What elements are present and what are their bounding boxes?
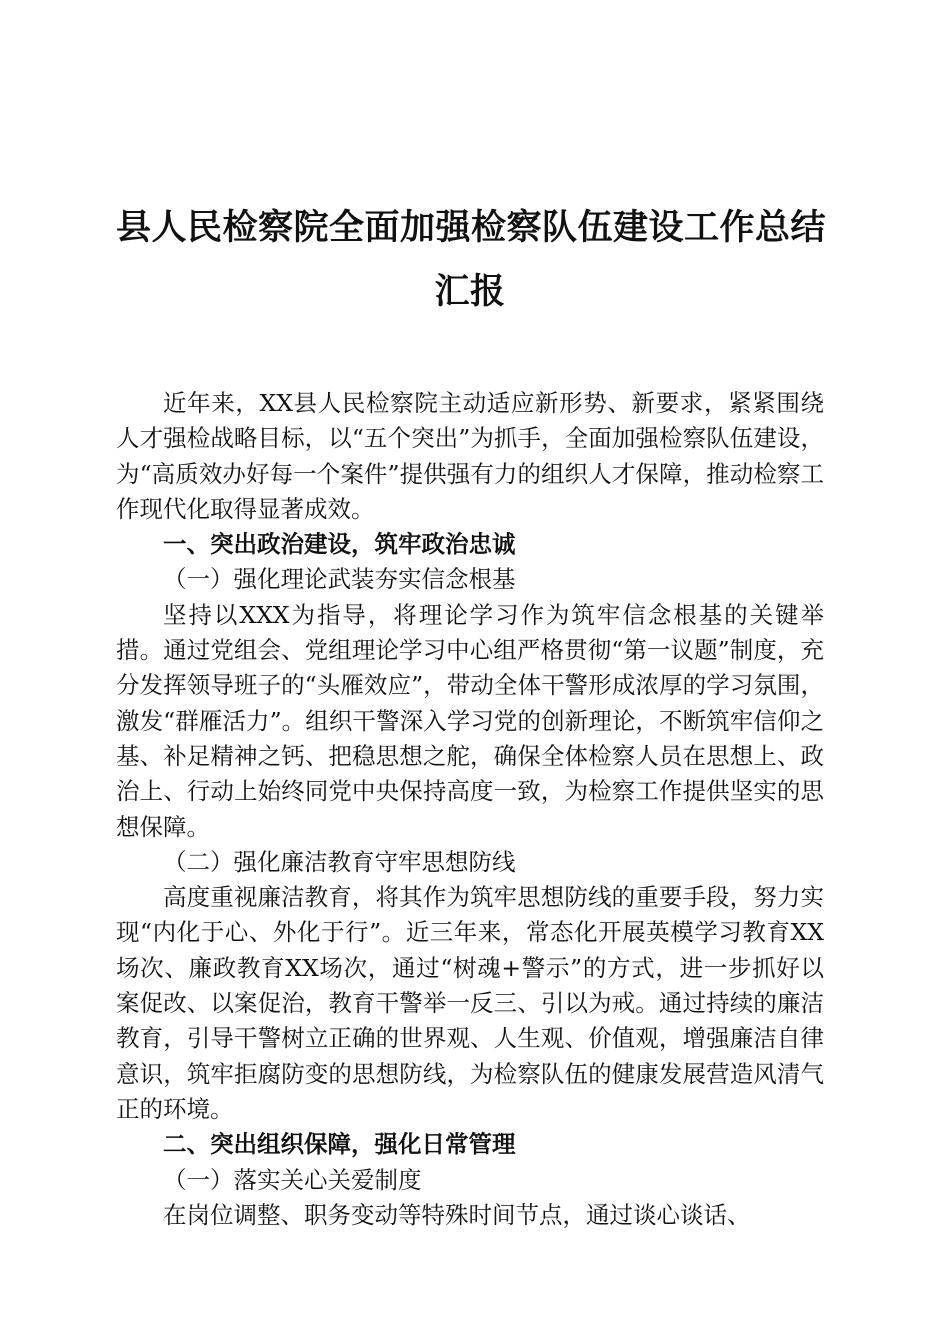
title-line-1: 县人民检察院全面加强检察队伍建设工作总结 (116, 208, 827, 248)
section-2-1-paragraph: 在岗位调整、职务变动等特殊时间节点，通过谈心谈话、 (163, 1200, 751, 1229)
section-1-2-paragraph: 高度重视廉洁教育，将其作为筑牢思想防线的重要手段，努力实现“内化于心、外化于行”。近三年来，常态化开展英模学习教育XX场次、廉政教育XX场次，通过“树魂+警示”的方式，进一步抓好以案促改、以案促治，教育干警举一反三、引以为戒。通过持续的廉洁教育，引导干警树立正确的世界观、人生观、价值观，增强廉洁自律意识，筑牢拒腐防变的思想防线，为检察队伍的健康发展营造风清气正的环境。 (116, 883, 824, 1123)
section-1-2-heading: （二）强化廉洁教育守牢思想防线 (163, 847, 516, 876)
section-1-heading: 一、突出政治建设，筑牢政治忠诚 (163, 530, 516, 559)
title-line-2: 汇报 (434, 272, 506, 312)
document-title (116, 196, 827, 324)
section-2-heading: 二、突出组织保障，强化日常管理 (163, 1130, 516, 1159)
intro-paragraph: 近年来，XX县人民检察院主动适应新形势、新要求，紧紧围绕人才强检战略目标，以“五个突出”为抓手，全面加强检察队伍建设，为“高质效办好每一个案件”提供强有力的组织人才保障，推动检察工作现代化取得显著成效。 (116, 389, 824, 523)
section-1-1-heading: （一）强化理论武装夯实信念根基 (163, 565, 516, 594)
section-2-1-heading: （一）落实关心关爱制度 (163, 1165, 422, 1194)
document-body (116, 386, 824, 1233)
section-1-1-paragraph: 坚持以XXX为指导，将理论学习作为筑牢信念根基的关键举措。通过党组会、党组理论学习中心组严格贯彻“第一议题”制度，充分发挥领导班子的“头雁效应”，带动全体干警形成浓厚的学习氛围，激发“群雁活力”。组织干警深入学习党的创新理论，不断筑牢信仰之基、补足精神之钙、把稳思想之舵，确保全体检察人员在思想上、政治上、行动上始终同党中央保持高度一致，为检察工作提供坚实的思想保障。 (116, 600, 824, 841)
